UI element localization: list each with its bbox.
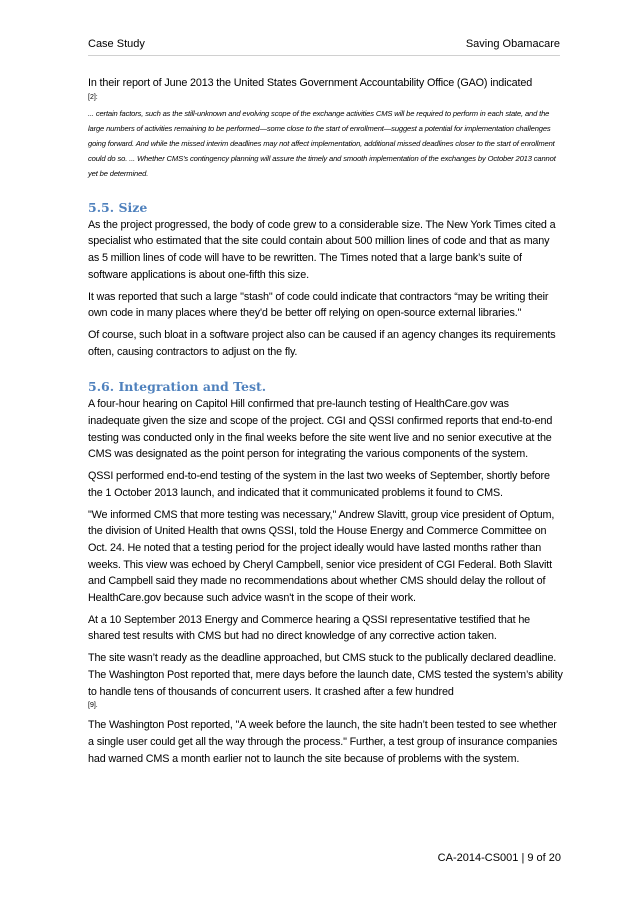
integration-paragraph-4: At a 10 September 2013 Energy and Commerce hearing a QSSI representative testified that he shared test results with CMS but had no direct knowledge of any corrective action taken.: [88, 613, 531, 643]
integration-paragraph-3: "We informed CMS that more testing was necessary," Andrew Slavitt, group vice president of Optum, the division of United Health that owns QSSI, told the House Energy and Commerce Committee on Oct. 24. He noted that a testing period for the project ideally would have lasted months rather than weeks. This view was echoed by Cheryl Campbell, senior vice president of CGI Federal. Both Slavitt and Campbell said they made no recommendations about whether CMS should delay the rollout of HealthCare.gov because such advice wasn't in the scope of their work.: [88, 508, 555, 605]
integration-paragraph-1: A four-hour hearing on Capitol Hill confirmed that pre-launch testing of HealthCare.gov was inadequate given the size and scope of the project. CGI and QSSI confirmed reports that end-to-end testing was conducted only in the final weeks before the site went live and no senior executive at the CMS was designated as the point person for integrating the various components of the system.: [88, 398, 553, 461]
page-header: [88, 37, 560, 51]
header-divider: [88, 55, 560, 56]
size-paragraph-3: Of course, such bloat in a software project also can be caused if an agency changes its requirements often, causing contractors to adjust on the fly.: [88, 328, 556, 358]
intro-citation: [2]:: [88, 93, 98, 101]
section-heading-integration: 5.6. Integration and Test.: [88, 379, 267, 395]
integration-paragraph-2: QSSI performed end-to-end testing of the system in the last two weeks of September, shortly before the 1 October 2013 launch, and indicated that it communicated problems it found to CMS.: [88, 470, 550, 499]
intro-paragraph: In their report of June 2013 the United States Government Accountability Office (GAO) indicated: [88, 77, 533, 89]
header-left-title: Case Study: [88, 38, 145, 50]
page-footer: CA-2014-CS001 | 9 of 20: [437, 852, 561, 864]
header-right-title: Saving Obamacare: [465, 38, 560, 50]
size-paragraph-1: As the project progressed, the body of code grew to a considerable size. The New York Times cited a specialist who estimated that the site could contain about 500 million lines of code and that as many as 5 million lines of code will have to be rewritten. The Times noted that a large bank’s suite of software applications is about one-fifth this size.: [88, 218, 556, 281]
integration-paragraph-5: The site wasn’t ready as the deadline approached, but CMS stuck to the publically declared deadline. The Washington Post reported that, mere days before the launch date, CMS tested the system’s ability to handle tens of thousands of concurrent users. It crashed after a few hundred: [88, 652, 563, 698]
integration-citation: [9].: [88, 702, 98, 710]
page-content: [88, 75, 563, 772]
size-paragraph-2: It was reported that such a large "stash" of code could indicate that contractors “may be writing their own code in many places where they'd be better off relying on open-source external libraries.": [88, 290, 549, 320]
section-heading-size: 5.5. Size: [88, 199, 148, 215]
integration-closing-paragraph: The Washington Post reported, "A week before the launch, the site hadn’t been tested to see whether a single user could get all the way through the process." Further, a test group of insurance companies had warned CMS a month earlier not to launch the site because of problems with the system.: [88, 719, 558, 765]
gao-quote: ... certain factors, such as the still-unknown and evolving scope of the exchange activities CMS will be required to perform in each state, and the large numbers of activities remaining to be performed—some close to the start of enrollment—suggest a potential for implementation challenges going forward. And while the missed interim deadlines may not affect implementation, additional missed deadlines closer to the start of enrollment could do so. ... Whether CMS’s contingency planning will assure the timely and smooth implementation of the exchanges by October 2013 cannot yet be determined.: [88, 108, 556, 178]
